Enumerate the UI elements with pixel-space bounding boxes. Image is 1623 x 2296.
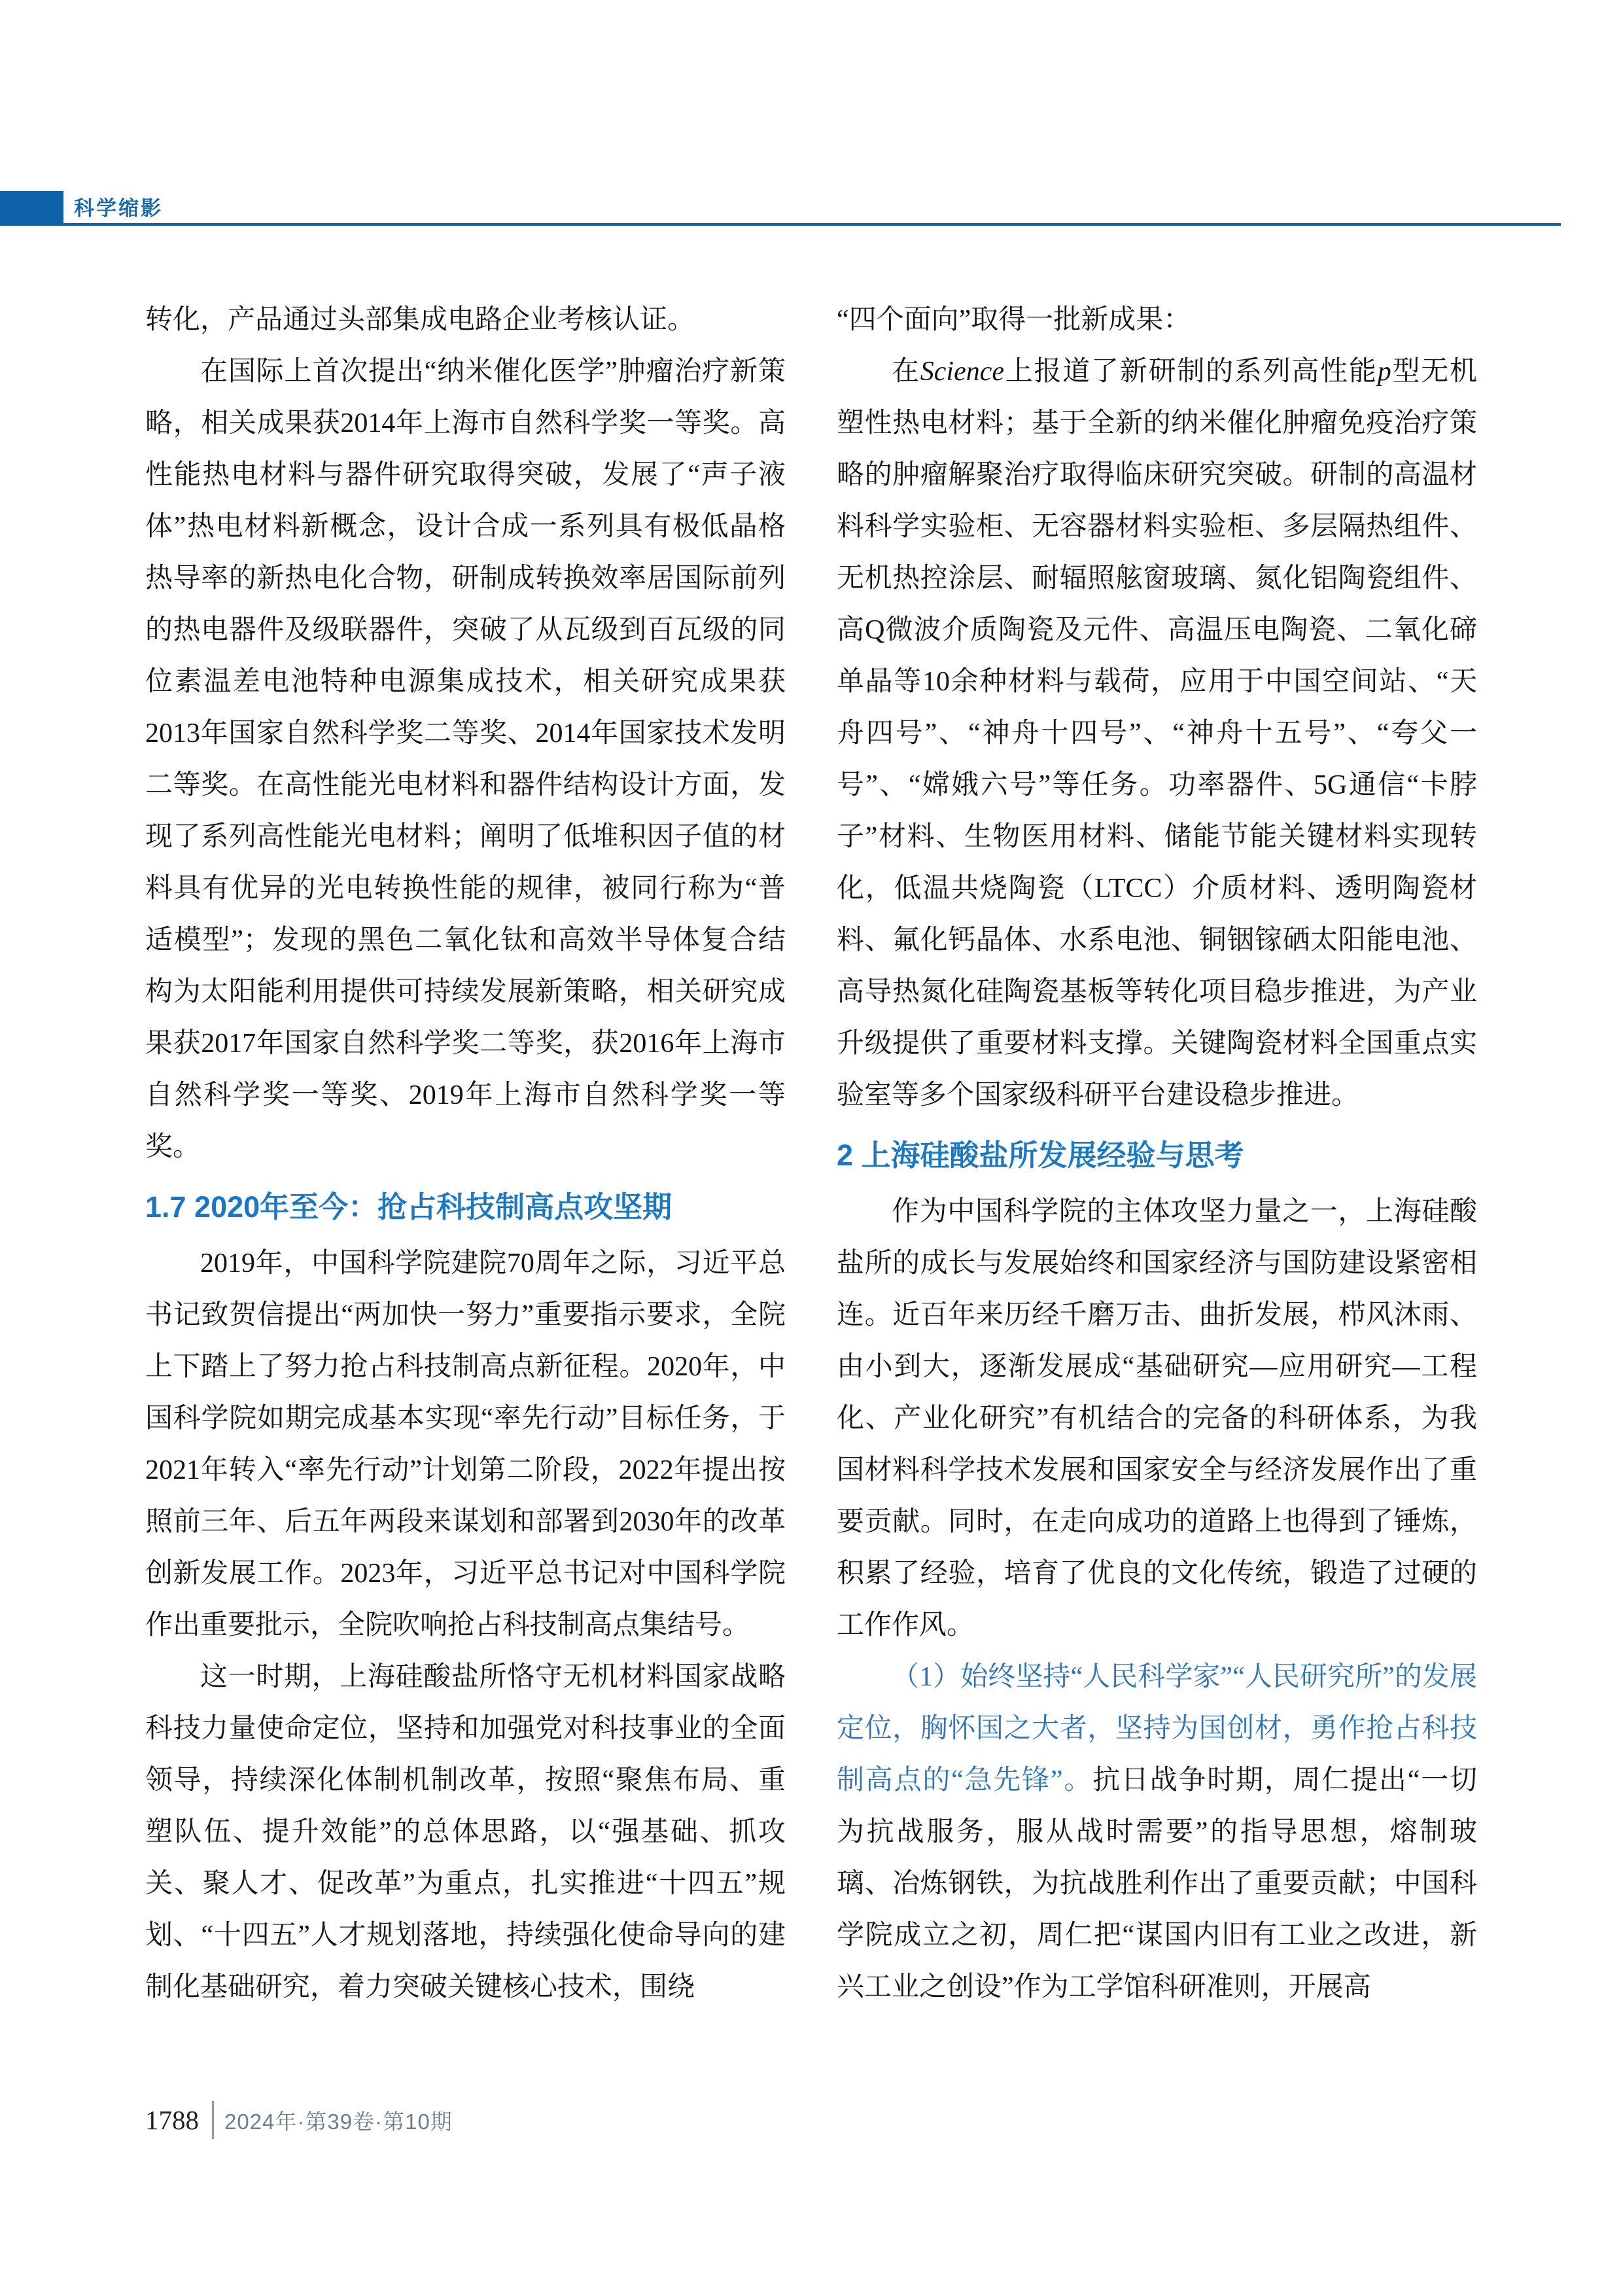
body-paragraph [837, 346, 1477, 1122]
page-number: 1788 [145, 2105, 199, 2135]
body-paragraph: 这一时期，上海硅酸盐所恪守无机材料国家战略科技力量使命定位，坚持和加强党对科技事业的全面领导，持续深化体制机制改革，按照“聚焦布局、重塑队伍、提升效能”的总体思路，以“强基础、抓攻关、聚人才、促改革”为重点，扎实推进“十四五”规划、“十四五”人才规划落地，持续强化使命导向的建制化基础研究，着力突破关键核心技术，围绕 [145, 1662, 786, 2002]
body-paragraph: 2019年，中国科学院建院70周年之际，习近平总书记致贺信提出“两加快一努力”重要指示要求，全院上下踏上了努力抢占科技制高点新征程。2020年，中国科学院如期完成基本实现“率先行动”目标任务，于2021年转入“率先行动”计划第二阶段，2022年提出按照前三年、后五年两段来谋划和部署到2030年的改革创新发展工作。2023年，习近平总书记对中国科学院作出重要批示，全院吹响抢占科技制高点集结号。 [145, 1248, 786, 1640]
section-heading-1-7: 1.7 2020年至今：抢占科技制高点攻坚期 [145, 1190, 672, 1224]
text-run: 上报道了新研制的系列高性能 [1004, 357, 1378, 387]
body-paragraph [837, 1651, 1477, 2013]
section-heading-2: 2 上海硅酸盐所发展经验与思考 [837, 1139, 1244, 1172]
footer-divider [212, 2101, 214, 2139]
kicker-color-bar [0, 191, 63, 226]
left-column [145, 294, 786, 2013]
body-paragraph: “四个面向”取得一批新成果： [837, 305, 1191, 335]
p-type-symbol: p [1377, 357, 1391, 387]
text-columns [145, 294, 1477, 2013]
body-paragraph: 转化，产品通过头部集成电路企业考核认证。 [145, 305, 695, 335]
issue-info: 2024年·第39卷·第10期 [224, 2109, 453, 2134]
column-tag-label: 科学缩影 [74, 197, 163, 220]
text-run: 在 [892, 357, 920, 387]
body-paragraph: 在国际上首次提出“纳米催化医学”肿瘤治疗新策略，相关成果获2014年上海市自然科学奖一等奖。高性能热电材料与器件研究取得突破，发展了“声子液体”热电材料新概念，设计合成一系列具有极低晶格热导率的新热电化合物，研制成转换效率居国际前列的热电器件及级联器件，突破了从瓦级到百瓦级的同位素温差电池特种电源集成技术，相关研究成果获2013年国家自然科学奖二等奖、2014年国家技术发明二等奖。在高性能光电材料和器件结构设计方面，发现了系列高性能光电材料；阐明了低堆积因子值的材料具有优异的光电转换性能的规律，被同行称为“普适模型”；发现的黑色二氧化钛和高效半导体复合结构为太阳能利用提供可持续发展新策略，相关研究成果获2017年国家自然科学奖二等奖，获2016年上海市自然科学奖一等奖、2019年上海市自然科学奖一等奖。 [145, 357, 786, 1162]
page-footer [145, 2097, 453, 2143]
header-rule [63, 223, 1561, 226]
journal-name-science: Science [920, 357, 1005, 387]
body-paragraph: 作为中国科学院的主体攻坚力量之一，上海硅酸盐所的成长与发展始终和国家经济与国防建设紧密相连。近百年来历经千磨万击、曲折发展，栉风沐雨、由小到大，逐渐发展成“基础研究—应用研究—工程化、产业化研究”有机结合的完备的科研体系，为我国材料科学技术发展和国家安全与经济发展作出了重要贡献。同时，在走向成功的道路上也得到了锤炼，积累了经验，培育了优良的文化传统，锻造了过硬的工作作风。 [837, 1197, 1477, 1640]
right-column [837, 294, 1477, 2013]
text-run: 抗日战争时期，周仁提出“一切为抗战服务，服从战时需要”的指导思想，熔制玻璃、冶炼钢铁，为抗战胜利作出了重要贡献；中国科学院成立之初，周仁把“谋国内旧有工业之改进，新兴工业之创设”作为工学馆科研准则，开展高 [837, 1765, 1477, 2002]
text-run: 型无机塑性热电材料；基于全新的纳米催化肿瘤免疫治疗策略的肿瘤解聚治疗取得临床研究突破。研制的高温材料科学实验柜、无容器材料实验柜、多层隔热组件、无机热控涂层、耐辐照舷窗玻璃、氮化铝陶瓷组件、高Q微波介质陶瓷及元件、高温压电陶瓷、二氧化碲单晶等10余种材料与载荷，应用于中国空间站、“天舟四号”、“神舟十四号”、“神舟十五号”、“夸父一号”、“嫦娥六号”等任务。功率器件、5G通信“卡脖子”材料、生物医用材料、储能节能关键材料实现转化，低温共烧陶瓷（LTCC）介质材料、透明陶瓷材料、氟化钙晶体、水系电池、铜铟镓硒太阳能电池、高导热氮化硅陶瓷基板等转化项目稳步推进，为产业升级提供了重要材料支撑。关键陶瓷材料全国重点实验室等多个国家级科研平台建设稳步推进。 [837, 357, 1477, 1110]
highlighted-principle-text: （1）始终坚持“人民科学家”“人民研究所”的发展定位，胸怀国之大者，坚持为国创材，勇作抢占科技制高点的“急先锋”。 [837, 1662, 1477, 1795]
